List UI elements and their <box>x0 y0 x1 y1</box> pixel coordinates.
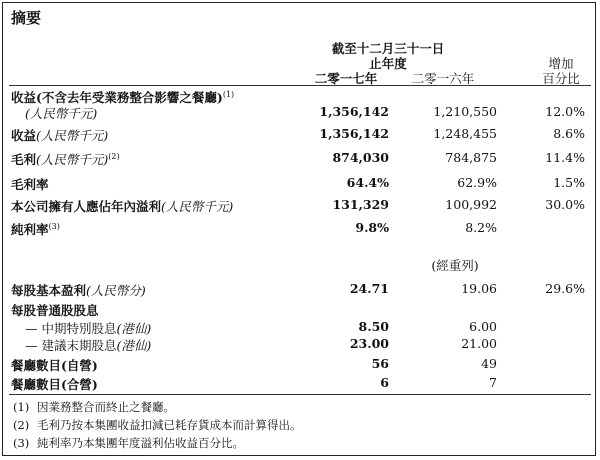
value-2016: 21.00 <box>461 336 497 351</box>
header-divider <box>9 85 591 86</box>
row-label: 毛利率 <box>11 177 49 192</box>
value-2016: 784,875 <box>445 150 497 165</box>
change-header-line2: 百分比 <box>542 71 580 86</box>
percent-change: 1.5% <box>553 175 585 190</box>
table-row <box>3 319 597 337</box>
row-label: 每股基本盈利(人民幣分) <box>11 283 146 298</box>
percent-change: 8.6% <box>553 126 585 141</box>
value-2017: 131,329 <box>332 197 389 212</box>
row-label: 本公司擁有人應佔年內溢利(人民幣千元) <box>11 199 234 214</box>
table-row <box>3 281 597 299</box>
table-row <box>3 220 597 238</box>
footnote: (2) 毛利乃按本集團收益扣減已耗存貨成本而計算得出。 <box>13 418 302 432</box>
value-2017: 56 <box>371 356 389 371</box>
table-row <box>3 175 597 193</box>
value-2016: 62.9% <box>457 175 497 190</box>
value-2017: 24.71 <box>349 281 389 296</box>
percent-change: 29.6% <box>545 281 585 296</box>
table-row <box>3 126 597 144</box>
period-header-line1: 截至十二月三十一日 <box>331 41 445 56</box>
value-2017: 1,356,142 <box>319 104 389 119</box>
row-label: 純利率$^{(3)}$ <box>11 221 60 237</box>
row-label: 毛利(人民幣千元)$^{(2)}$ <box>11 151 120 167</box>
percent-change: 30.0% <box>545 197 585 212</box>
value-2017: 8.50 <box>358 319 389 334</box>
value-2017: 874,030 <box>332 150 389 165</box>
row-label: — 建議末期股息(港仙) <box>25 338 152 353</box>
change-header-line1: 增加 <box>548 56 574 71</box>
value-2016: 100,992 <box>445 197 497 212</box>
summary-table <box>2 2 596 456</box>
table-row <box>3 375 597 393</box>
row-label: 餐廳數目(自營) <box>11 358 98 373</box>
table-row <box>3 197 597 215</box>
period-header-line2: 止年度 <box>369 56 407 71</box>
value-2017: 1,356,142 <box>319 126 389 141</box>
table-row <box>3 336 597 354</box>
value-2016: 19.06 <box>461 281 497 296</box>
table-row <box>3 150 597 168</box>
value-2017: 23.00 <box>349 336 389 351</box>
value-2017: 6 <box>380 375 389 390</box>
table-row <box>3 104 597 122</box>
row-label: 每股普通股股息 <box>11 303 99 318</box>
value-2017: 64.4% <box>346 175 389 190</box>
value-2016: 7 <box>489 375 497 390</box>
row-label: (人民幣千元) <box>25 106 98 121</box>
footnote: (1) 因業務整合而終止之餐廳。 <box>13 400 175 414</box>
row-label: — 中期特別股息(港仙) <box>25 321 152 336</box>
value-2016: 1,210,550 <box>433 104 497 119</box>
page-title: 摘要 <box>11 9 42 27</box>
footnote: (3) 純利率乃本集團年度溢利佔收益百分比。 <box>13 436 244 450</box>
value-2016: 6.00 <box>469 319 497 334</box>
column-2016-header: 二零一六年 <box>411 71 475 86</box>
restated-note: (經重列) <box>431 258 479 273</box>
value-2016: 49 <box>481 356 497 371</box>
percent-change: 11.4% <box>545 150 585 165</box>
row-label: 收益(人民幣千元) <box>11 128 109 143</box>
footnote-divider <box>9 394 591 395</box>
column-2017-header: 二零一七年 <box>314 71 378 86</box>
value-2016: 1,248,455 <box>433 126 497 141</box>
table-row <box>3 301 597 319</box>
value-2017: 9.8% <box>355 220 389 235</box>
value-2016: 8.2% <box>465 220 497 235</box>
row-label: 收益(不含去年受業務整合影響之餐廳)$^{(1)}$ <box>11 89 235 105</box>
row-label: 餐廳數目(合營) <box>11 377 98 392</box>
percent-change: 12.0% <box>545 104 585 119</box>
table-row <box>3 356 597 374</box>
